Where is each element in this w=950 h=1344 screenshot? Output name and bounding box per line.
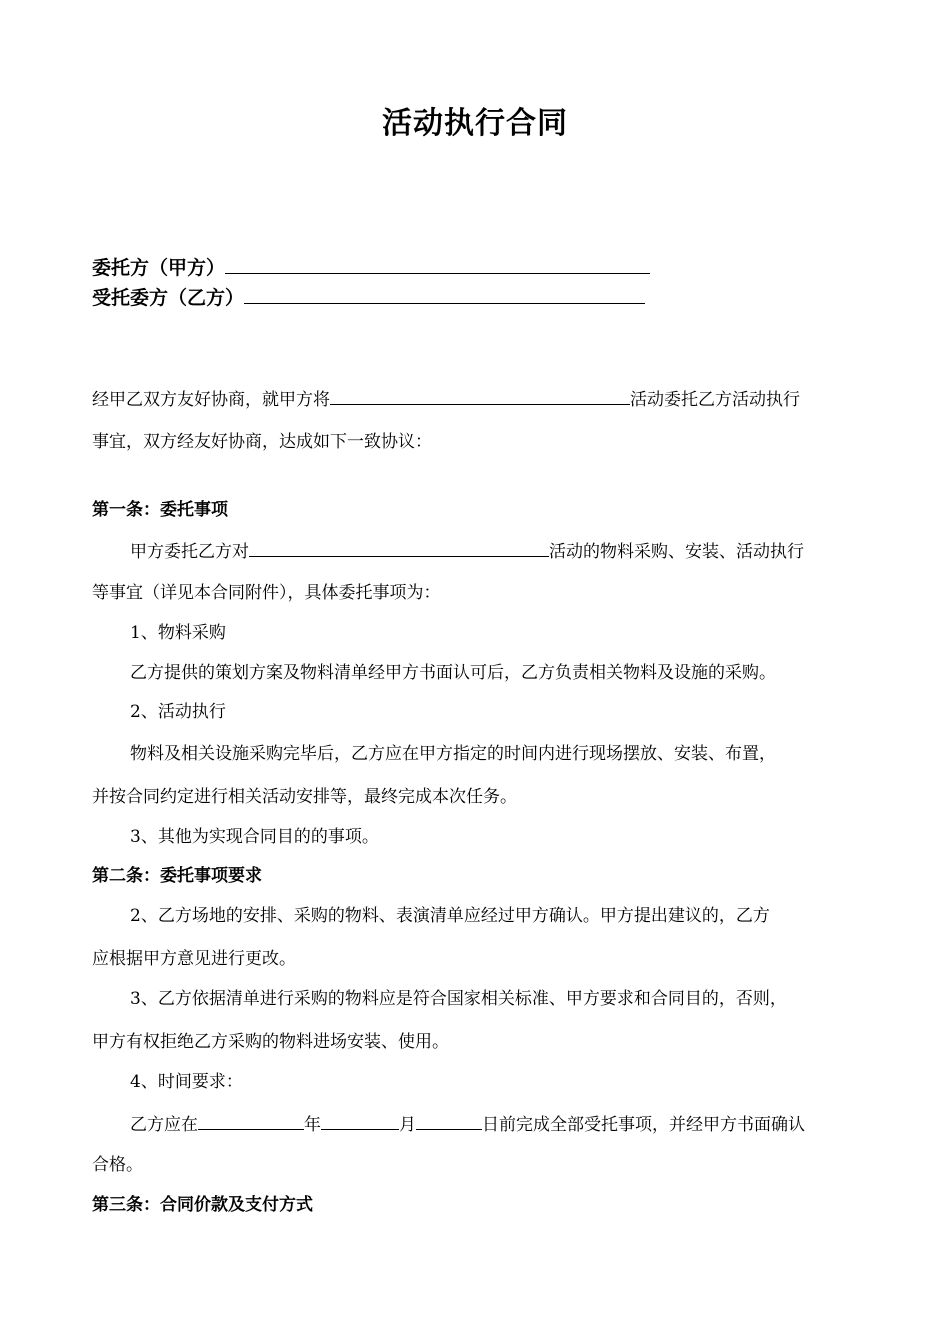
intro-line-2: 事宜，双方经友好协商，达成如下一致协议： [92, 432, 432, 452]
article-2-p2-line-2: 应根据甲方意见进行更改。 [92, 949, 296, 969]
item-1-text: 乙方提供的策划方案及物料清单经甲方书面认可后，乙方负责相关物料及设施的采购。 [130, 663, 776, 683]
party-b-blank [244, 281, 645, 304]
item-3-text: 3、其他为实现合同目的的事项。 [130, 827, 379, 847]
article-1-line-1 [130, 537, 804, 565]
item-2-line-1: 物料及相关设施采购完毕后，乙方应在甲方指定的时间内进行现场摆放、安装、布置， [130, 744, 776, 764]
item-1-title: 1、物料采购 [130, 623, 226, 643]
article-2-p4-title: 4、时间要求： [130, 1072, 243, 1092]
article-1-text-before: 甲方委托乙方对 [130, 542, 249, 562]
intro-text-before: 经甲乙双方友好协商，就甲方将 [92, 390, 330, 410]
month-label: 月 [399, 1115, 416, 1135]
day-blank [416, 1110, 482, 1130]
party-a-blank [225, 251, 650, 274]
article-3-heading: 第三条：合同价款及支付方式 [92, 1195, 313, 1215]
party-a-label: 委托方（甲方） [92, 257, 226, 279]
article-2-p2-line-1: 2、乙方场地的安排、采购的物料、表演清单应经过甲方确认。甲方提出建议的，乙方 [130, 906, 770, 926]
article-2-heading: 第二条：委托事项要求 [92, 866, 262, 886]
article-1-activity-blank [249, 537, 549, 557]
activity-name-blank [330, 385, 630, 405]
intro-text-after: 活动委托乙方活动执行 [630, 390, 800, 410]
deadline-text-before: 乙方应在 [130, 1115, 198, 1135]
deadline-text-after: 日前完成全部受托事项，并经甲方书面确认 [482, 1115, 805, 1135]
article-2-p3-line-1: 3、乙方依据清单进行采购的物料应是符合国家相关标准、甲方要求和合同目的，否则， [130, 989, 787, 1009]
article-1-heading: 第一条：委托事项 [92, 500, 228, 520]
item-2-title: 2、活动执行 [130, 702, 226, 722]
party-b-label: 受托委方（乙方） [92, 287, 245, 309]
party-a-line [92, 251, 650, 282]
article-1-line-2: 等事宜（详见本合同附件），具体委托事项为： [92, 583, 441, 603]
year-label: 年 [304, 1115, 321, 1135]
deadline-line [130, 1110, 805, 1138]
year-blank [198, 1110, 304, 1130]
page-title: 活动执行合同 [382, 106, 568, 141]
article-2-p3-line-2: 甲方有权拒绝乙方采购的物料进场安装、使用。 [92, 1032, 449, 1052]
party-b-line [92, 281, 645, 312]
article-1-text-after: 活动的物料采购、安装、活动执行 [549, 542, 804, 562]
month-blank [321, 1110, 399, 1130]
item-2-line-2: 并按合同约定进行相关活动安排等，最终完成本次任务。 [92, 787, 517, 807]
deadline-line-2: 合格。 [92, 1155, 143, 1175]
intro-line-1 [92, 385, 800, 413]
